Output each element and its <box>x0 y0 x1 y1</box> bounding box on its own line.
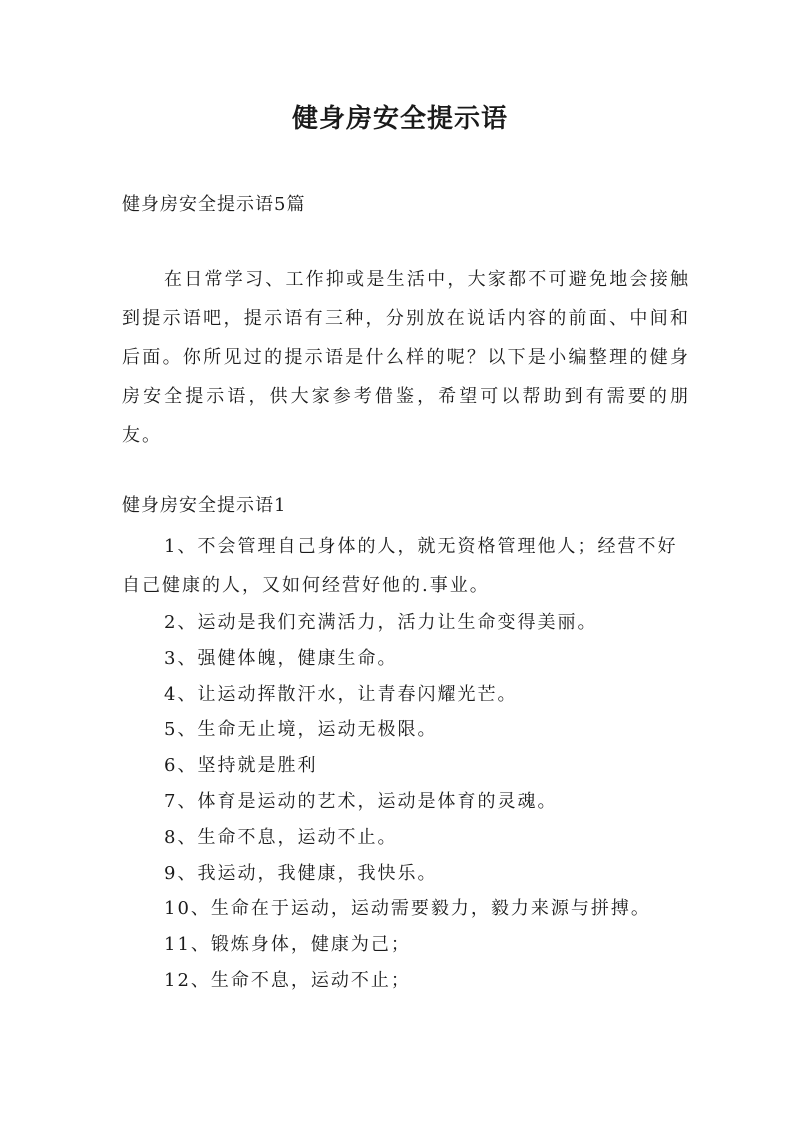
list-item: 3、强健体魄，健康生命。 <box>164 647 398 669</box>
intro-paragraph: 在日常学习、工作抑或是生活中，大家都不可避免地会接触到提示语吧，提示语有三种，分别放在说话内容的前面、中间和后面。你所见过的提示语是什么样的呢？以下是小编整理的健身房安全提示语，供大家参考借鉴，希望可以帮助到有需要的朋友。 <box>122 269 690 446</box>
list-item: 4、让运动挥散汗水，让青春闪耀光芒。 <box>164 683 518 705</box>
list-item: 7、体育是运动的艺术，运动是体育的灵魂。 <box>164 790 558 812</box>
list-item: 8、生命不息，运动不止。 <box>164 826 398 848</box>
list-item: 1、不会管理自己身体的人，就无资格管理他人；经营不好自己健康的人，又如何经营好他的.事业。 <box>122 536 678 596</box>
list-item: 2、运动是我们充满活力，活力让生命变得美丽。 <box>164 612 598 633</box>
slogan-list <box>164 605 651 999</box>
section-heading: 健身房安全提示语1 <box>122 495 287 516</box>
list-item: 9、我运动，我健康，我快乐。 <box>164 862 438 884</box>
list-item: 5、生命无止境，运动无极限。 <box>164 719 438 741</box>
list-item: 11、锻炼身体，健康为己； <box>164 934 411 956</box>
document-subtitle: 健身房安全提示语5篇 <box>122 194 306 215</box>
document-title: 健身房安全提示语 <box>291 104 508 134</box>
list-item: 6、坚持就是胜利 <box>164 755 318 777</box>
list-item: 12、生命不息，运动不止； <box>164 969 411 991</box>
list-item: 10、生命在于运动，运动需要毅力，毅力来源与拼搏。 <box>164 898 651 920</box>
